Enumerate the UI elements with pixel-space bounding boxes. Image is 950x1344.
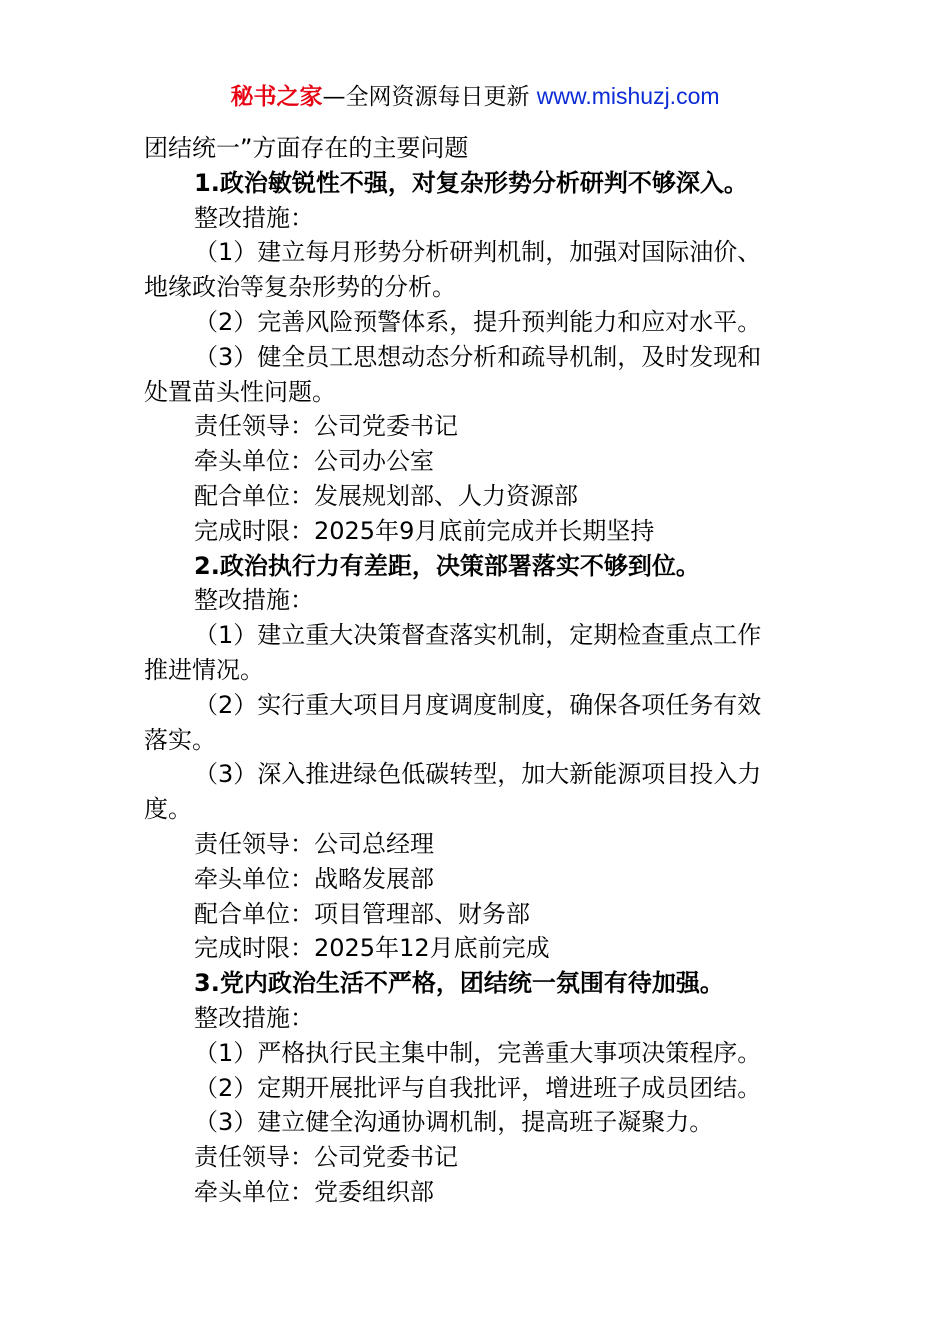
site-header	[0, 80, 950, 113]
cooperating-units: 配合单位：项目管理部、财务部	[194, 899, 530, 928]
responsible-leader: 责任领导：公司党委书记	[194, 1143, 458, 1172]
deadline: 完成时限：2025年12月底前完成	[194, 934, 550, 963]
brand-name: 秘书之家	[230, 84, 323, 110]
issue-heading-3: 3.党内政治生活不严格，团结统一氛围有待加强。	[194, 969, 724, 998]
issue-heading-2: 2.政治执行力有差距，决策部署落实不够到位。	[194, 551, 700, 580]
responsible-leader: 责任领导：公司党委书记	[194, 412, 458, 441]
measure-item: （3）深入推进绿色低碳转型，加大新能源项目投入力	[194, 760, 762, 789]
responsible-leader: 责任领导：公司总经理	[194, 829, 434, 858]
measures-label: 整改措施：	[194, 203, 314, 232]
measures-label: 整改措施：	[194, 586, 314, 615]
measure-item: （1）建立重大决策督查落实机制，定期检查重点工作	[194, 621, 762, 650]
lead-unit: 牵头单位：公司办公室	[194, 447, 434, 476]
lead-unit: 牵头单位：战略发展部	[194, 864, 434, 893]
deadline: 完成时限：2025年9月底前完成并长期坚持	[194, 516, 655, 545]
measure-item: （1）严格执行民主集中制，完善重大事项决策程序。	[194, 1038, 762, 1067]
header-tagline: —全网资源每日更新	[322, 84, 537, 110]
measure-item: （1）建立每月形势分析研判机制，加强对国际油价、	[194, 238, 762, 267]
measure-item-continued: 落实。	[144, 725, 216, 754]
measure-item: （3）建立健全沟通协调机制，提高班子凝聚力。	[194, 1108, 714, 1137]
measure-item: （2）定期开展批评与自我批评，增进班子成员团结。	[194, 1073, 762, 1102]
site-url-link[interactable]: www.mishuzj.com	[536, 83, 720, 109]
measure-item-continued: 度。	[144, 795, 192, 824]
issue-heading-1: 1.政治敏锐性不强，对复杂形势分析研判不够深入。	[194, 168, 748, 197]
measure-item-continued: 推进情况。	[144, 655, 264, 684]
document-body	[144, 131, 816, 1210]
cooperating-units: 配合单位：发展规划部、人力资源部	[194, 481, 578, 510]
measure-item-continued: 地缘政治等复杂形势的分析。	[144, 273, 456, 302]
measures-label: 整改措施：	[194, 1003, 314, 1032]
measure-item-continued: 处置苗头性问题。	[144, 377, 336, 406]
lead-unit: 牵头单位：党委组织部	[194, 1177, 434, 1206]
paragraph-line: 团结统一”方面存在的主要问题	[144, 134, 469, 162]
measure-item: （3）健全员工思想动态分析和疏导机制，及时发现和	[194, 342, 762, 371]
measure-item: （2）完善风险预警体系，提升预判能力和应对水平。	[194, 307, 762, 336]
measure-item: （2）实行重大项目月度调度制度，确保各项任务有效	[194, 690, 762, 719]
